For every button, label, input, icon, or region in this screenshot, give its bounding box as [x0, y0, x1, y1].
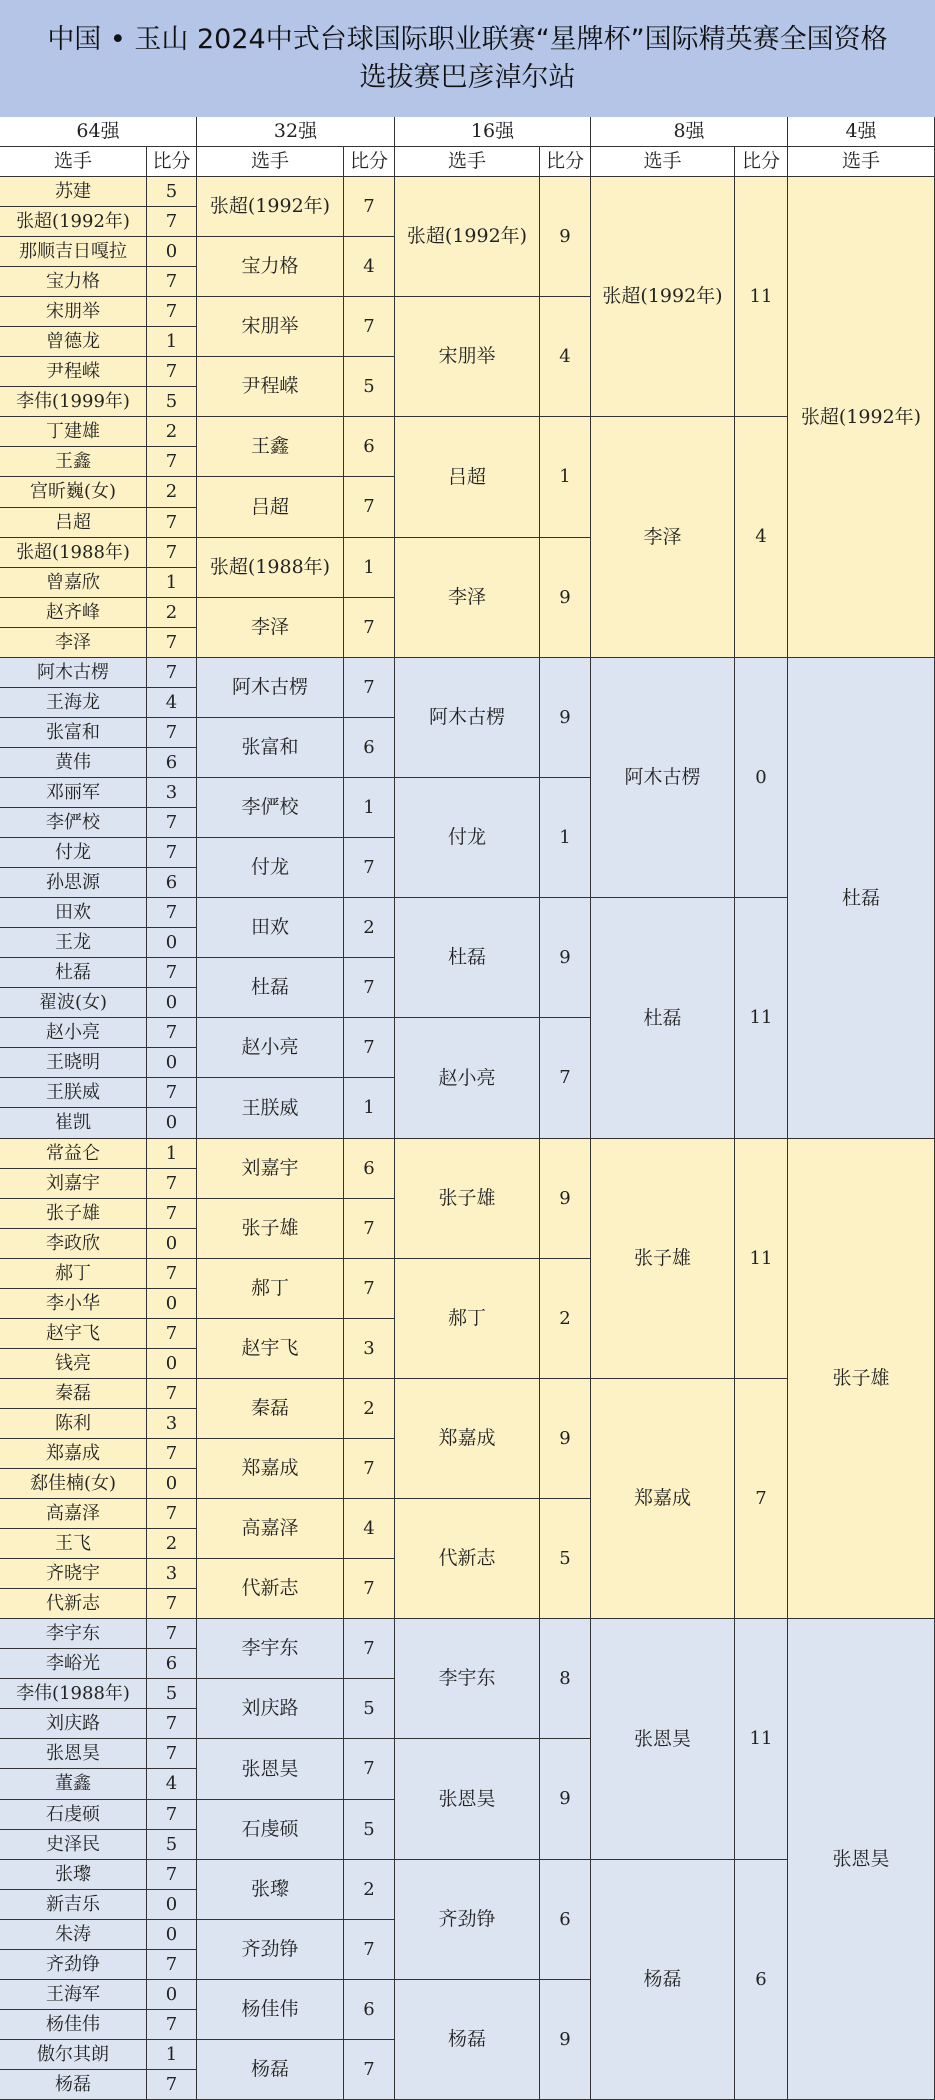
r32-score: 5 [344, 1800, 395, 1860]
r64-player: 张富和 [0, 718, 147, 748]
r64-score: 7 [147, 898, 197, 928]
r64-score: 0 [147, 1469, 197, 1499]
r64-score: 7 [147, 1950, 197, 1980]
r64-score: 7 [147, 447, 197, 477]
r64-player: 新吉乐 [0, 1890, 147, 1920]
r64-score: 4 [147, 1769, 197, 1800]
r4-player: 杜磊 [788, 658, 935, 1139]
r16-player: 吕超 [395, 417, 540, 538]
r64-score: 0 [147, 1920, 197, 1950]
r64-player: 邓丽军 [0, 778, 147, 808]
r8-score: 11 [735, 177, 788, 417]
r8-player: 张超(1992年) [591, 177, 735, 417]
r64-score: 7 [147, 357, 197, 387]
r64-score: 6 [147, 1649, 197, 1679]
r32-score: 7 [344, 1739, 395, 1800]
player-column-header: 选手 [591, 147, 735, 177]
r64-score: 6 [147, 748, 197, 778]
r8-player: 杨磊 [591, 1860, 735, 2100]
r16-player: 齐劲铮 [395, 1860, 540, 1980]
r64-player: 宫昕巍(女) [0, 477, 147, 508]
r64-player: 尹程嵘 [0, 357, 147, 387]
r64-player: 李政欣 [0, 1229, 147, 1259]
r32-player: 刘庆路 [197, 1679, 344, 1739]
r16-player: 代新志 [395, 1499, 540, 1619]
r32-score: 6 [344, 1139, 395, 1199]
round-header: 64强 [0, 117, 197, 147]
r4-player: 张恩昊 [788, 1619, 935, 2100]
r32-player: 付龙 [197, 838, 344, 898]
score-column-header: 比分 [147, 147, 197, 177]
r16-score: 9 [540, 1139, 591, 1259]
r64-score: 0 [147, 928, 197, 958]
player-column-header: 选手 [788, 147, 935, 177]
r16-score: 1 [540, 778, 591, 898]
bracket-table [0, 117, 935, 2100]
r8-player: 张子雄 [591, 1139, 735, 1379]
r64-player: 王海军 [0, 1980, 147, 2010]
r64-score: 3 [147, 1559, 197, 1589]
r32-score: 2 [344, 1860, 395, 1920]
r64-score: 7 [147, 1018, 197, 1048]
r32-score: 7 [344, 177, 395, 237]
r32-score: 2 [344, 1379, 395, 1439]
r32-player: 张子雄 [197, 1199, 344, 1259]
r32-player: 齐劲铮 [197, 1920, 344, 1980]
r32-score: 7 [344, 1559, 395, 1619]
r16-player: 李泽 [395, 538, 540, 658]
r8-player: 杜磊 [591, 898, 735, 1139]
r64-player: 宋朋举 [0, 297, 147, 327]
r32-score: 7 [344, 658, 395, 718]
r64-score: 7 [147, 838, 197, 868]
r64-score: 3 [147, 778, 197, 808]
r64-player: 杨磊 [0, 2070, 147, 2100]
r16-score: 5 [540, 1499, 591, 1619]
r32-player: 石虔硕 [197, 1800, 344, 1860]
round-header: 16强 [395, 117, 591, 147]
r32-score: 2 [344, 898, 395, 958]
r64-player: 董鑫 [0, 1769, 147, 1800]
r32-score: 1 [344, 778, 395, 838]
r64-score: 2 [147, 417, 197, 447]
round-header: 4强 [788, 117, 935, 147]
r64-player: 齐晓宇 [0, 1559, 147, 1589]
r64-score: 7 [147, 1739, 197, 1769]
r64-score: 0 [147, 1349, 197, 1379]
r64-player: 高嘉泽 [0, 1499, 147, 1529]
r64-player: 黄伟 [0, 748, 147, 778]
r64-score: 7 [147, 718, 197, 748]
r64-player: 齐劲铮 [0, 1950, 147, 1980]
r64-score: 1 [147, 568, 197, 598]
r8-player: 郑嘉成 [591, 1379, 735, 1619]
r64-player: 李俨校 [0, 808, 147, 838]
r32-player: 张富和 [197, 718, 344, 778]
r16-player: 郑嘉成 [395, 1379, 540, 1499]
r64-player: 那顺吉日嘎拉 [0, 237, 147, 267]
r64-score: 2 [147, 477, 197, 508]
r64-player: 赵宇飞 [0, 1319, 147, 1349]
r32-player: 李泽 [197, 598, 344, 658]
r64-score: 7 [147, 1199, 197, 1229]
r32-score: 7 [344, 958, 395, 1018]
r64-player: 宝力格 [0, 267, 147, 297]
r64-score: 2 [147, 598, 197, 628]
r64-player: 曾嘉欣 [0, 568, 147, 598]
r64-player: 石虔硕 [0, 1800, 147, 1830]
r64-player: 王海龙 [0, 688, 147, 718]
r8-player: 张恩昊 [591, 1619, 735, 1860]
r64-player: 田欢 [0, 898, 147, 928]
r16-player: 赵小亮 [395, 1018, 540, 1139]
r16-player: 李宇东 [395, 1619, 540, 1739]
r32-score: 1 [344, 1078, 395, 1139]
r64-score: 7 [147, 808, 197, 838]
r64-score: 3 [147, 1409, 197, 1439]
r16-player: 郝丁 [395, 1259, 540, 1379]
r32-player: 宋朋举 [197, 297, 344, 357]
r16-score: 9 [540, 1739, 591, 1860]
r16-score: 9 [540, 1980, 591, 2100]
r32-score: 7 [344, 1199, 395, 1259]
r32-player: 李宇东 [197, 1619, 344, 1679]
r64-player: 赵小亮 [0, 1018, 147, 1048]
r64-player: 王朕威 [0, 1078, 147, 1108]
score-column-header: 比分 [540, 147, 591, 177]
r64-score: 7 [147, 1499, 197, 1529]
r8-score: 7 [735, 1379, 788, 1619]
score-column-header: 比分 [735, 147, 788, 177]
r32-score: 5 [344, 357, 395, 417]
r64-player: 李峪光 [0, 1649, 147, 1679]
r64-score: 0 [147, 1048, 197, 1078]
page-title [0, 0, 935, 117]
r64-score: 5 [147, 387, 197, 417]
r64-player: 阿木古楞 [0, 658, 147, 688]
r64-score: 4 [147, 688, 197, 718]
r16-score: 9 [540, 177, 591, 297]
r32-player: 王朕威 [197, 1078, 344, 1139]
r32-player: 宝力格 [197, 237, 344, 297]
r64-player: 李伟(1999年) [0, 387, 147, 417]
r16-player: 张子雄 [395, 1139, 540, 1259]
r64-player: 张瓈 [0, 1860, 147, 1890]
r32-player: 王鑫 [197, 417, 344, 477]
r32-score: 6 [344, 417, 395, 477]
r32-player: 代新志 [197, 1559, 344, 1619]
r64-player: 王晓明 [0, 1048, 147, 1078]
r64-player: 常益仑 [0, 1139, 147, 1169]
r64-score: 7 [147, 207, 197, 237]
r32-score: 7 [344, 1920, 395, 1980]
r8-player: 阿木古楞 [591, 658, 735, 898]
r4-player: 张子雄 [788, 1139, 935, 1619]
r64-player: 钱亮 [0, 1349, 147, 1379]
r32-score: 7 [344, 477, 395, 538]
player-column-header: 选手 [0, 147, 147, 177]
r16-score: 9 [540, 538, 591, 658]
r64-score: 1 [147, 327, 197, 357]
r64-score: 0 [147, 988, 197, 1018]
r32-player: 张超(1992年) [197, 177, 344, 237]
r64-player: 李泽 [0, 628, 147, 658]
r64-score: 7 [147, 1619, 197, 1649]
r32-score: 7 [344, 1619, 395, 1679]
r64-score: 5 [147, 177, 197, 207]
r64-score: 5 [147, 1679, 197, 1709]
r64-score: 0 [147, 1980, 197, 2010]
r64-score: 7 [147, 1319, 197, 1349]
r64-player: 吕超 [0, 508, 147, 538]
r64-score: 1 [147, 1139, 197, 1169]
r32-player: 张超(1988年) [197, 538, 344, 598]
r64-score: 7 [147, 1078, 197, 1108]
r64-player: 杜磊 [0, 958, 147, 988]
r64-player: 杨佳伟 [0, 2010, 147, 2040]
r64-player: 刘庆路 [0, 1709, 147, 1739]
r32-player: 秦磊 [197, 1379, 344, 1439]
r64-player: 刘嘉宇 [0, 1169, 147, 1199]
r64-score: 7 [147, 2010, 197, 2040]
r64-score: 0 [147, 1229, 197, 1259]
r64-player: 傲尔其朗 [0, 2040, 147, 2070]
r32-score: 4 [344, 1499, 395, 1559]
r64-player: 张超(1992年) [0, 207, 147, 237]
r64-score: 7 [147, 1379, 197, 1409]
r16-score: 7 [540, 1018, 591, 1139]
r64-player: 孙思源 [0, 868, 147, 898]
r64-player: 秦磊 [0, 1379, 147, 1409]
r16-score: 1 [540, 417, 591, 538]
r64-score: 7 [147, 1589, 197, 1619]
r32-player: 杨佳伟 [197, 1980, 344, 2040]
r16-player: 阿木古楞 [395, 658, 540, 778]
r64-player: 丁建雄 [0, 417, 147, 447]
r8-score: 6 [735, 1860, 788, 2100]
r16-score: 9 [540, 898, 591, 1018]
r32-score: 7 [344, 1018, 395, 1078]
r16-score: 8 [540, 1619, 591, 1739]
r64-player: 郝丁 [0, 1259, 147, 1289]
r64-player: 张恩昊 [0, 1739, 147, 1769]
r32-score: 6 [344, 718, 395, 778]
r64-player: 郑嘉成 [0, 1439, 147, 1469]
r64-player: 李小华 [0, 1289, 147, 1319]
r32-score: 7 [344, 1259, 395, 1319]
player-column-header: 选手 [395, 147, 540, 177]
r32-player: 赵宇飞 [197, 1319, 344, 1379]
r64-score: 7 [147, 297, 197, 327]
r64-player: 郄佳楠(女) [0, 1469, 147, 1499]
r64-player: 王龙 [0, 928, 147, 958]
r64-player: 陈利 [0, 1409, 147, 1439]
r16-player: 张恩昊 [395, 1739, 540, 1860]
r64-player: 王飞 [0, 1529, 147, 1559]
r64-score: 7 [147, 538, 197, 568]
r32-score: 7 [344, 598, 395, 658]
r32-player: 杜磊 [197, 958, 344, 1018]
r64-score: 7 [147, 1169, 197, 1199]
r32-player: 高嘉泽 [197, 1499, 344, 1559]
r64-score: 7 [147, 658, 197, 688]
r64-player: 苏建 [0, 177, 147, 207]
r64-score: 7 [147, 508, 197, 538]
r16-score: 6 [540, 1860, 591, 1980]
r64-score: 7 [147, 1800, 197, 1830]
r32-score: 4 [344, 237, 395, 297]
r64-player: 崔凯 [0, 1108, 147, 1139]
r64-score: 7 [147, 1439, 197, 1469]
r32-score: 5 [344, 1679, 395, 1739]
r64-player: 王鑫 [0, 447, 147, 477]
r32-player: 郝丁 [197, 1259, 344, 1319]
r64-player: 赵齐峰 [0, 598, 147, 628]
r32-player: 尹程嵘 [197, 357, 344, 417]
r64-player: 付龙 [0, 838, 147, 868]
r64-score: 0 [147, 237, 197, 267]
r64-score: 0 [147, 1108, 197, 1139]
r8-score: 0 [735, 658, 788, 898]
r32-player: 田欢 [197, 898, 344, 958]
r64-score: 7 [147, 2070, 197, 2100]
r64-score: 7 [147, 1709, 197, 1739]
r16-score: 2 [540, 1259, 591, 1379]
r8-score: 4 [735, 417, 788, 658]
r4-player: 张超(1992年) [788, 177, 935, 658]
r64-score: 6 [147, 868, 197, 898]
r16-player: 杜磊 [395, 898, 540, 1018]
r8-score: 11 [735, 1619, 788, 1860]
r64-score: 2 [147, 1529, 197, 1559]
r32-score: 7 [344, 2040, 395, 2100]
r16-score: 9 [540, 1379, 591, 1499]
round-header: 32强 [197, 117, 395, 147]
title-line-2: 选拔赛巴彦淖尔站 [359, 61, 576, 93]
r32-player: 刘嘉宇 [197, 1139, 344, 1199]
r32-player: 郑嘉成 [197, 1439, 344, 1499]
r64-score: 0 [147, 1890, 197, 1920]
r32-player: 吕超 [197, 477, 344, 538]
r8-player: 李泽 [591, 417, 735, 658]
score-column-header: 比分 [344, 147, 395, 177]
r32-player: 赵小亮 [197, 1018, 344, 1078]
r16-score: 9 [540, 658, 591, 778]
r32-score: 7 [344, 838, 395, 898]
r64-player: 张超(1988年) [0, 538, 147, 568]
r64-score: 7 [147, 1860, 197, 1890]
r16-player: 宋朋举 [395, 297, 540, 417]
r64-score: 7 [147, 958, 197, 988]
r16-player: 张超(1992年) [395, 177, 540, 297]
r32-score: 7 [344, 1439, 395, 1499]
r32-player: 张瓈 [197, 1860, 344, 1920]
r32-score: 3 [344, 1319, 395, 1379]
r8-score: 11 [735, 898, 788, 1139]
r16-score: 4 [540, 297, 591, 417]
r16-player: 付龙 [395, 778, 540, 898]
r64-player: 史泽民 [0, 1830, 147, 1860]
r64-score: 7 [147, 267, 197, 297]
r64-score: 7 [147, 1259, 197, 1289]
r32-player: 杨磊 [197, 2040, 344, 2100]
r64-player: 张子雄 [0, 1199, 147, 1229]
r64-player: 曾德龙 [0, 327, 147, 357]
r32-score: 7 [344, 297, 395, 357]
r64-player: 代新志 [0, 1589, 147, 1619]
r32-score: 6 [344, 1980, 395, 2040]
r64-score: 1 [147, 2040, 197, 2070]
r32-player: 阿木古楞 [197, 658, 344, 718]
r64-player: 翟波(女) [0, 988, 147, 1018]
r64-player: 李宇东 [0, 1619, 147, 1649]
title-line-1: 中国 • 玉山 2024中式台球国际职业联赛“星牌杯”国际精英赛全国资格 [47, 23, 888, 55]
r64-score: 7 [147, 628, 197, 658]
r64-player: 朱涛 [0, 1920, 147, 1950]
r16-player: 杨磊 [395, 1980, 540, 2100]
r64-score: 5 [147, 1830, 197, 1860]
r32-score: 1 [344, 538, 395, 598]
r32-player: 张恩昊 [197, 1739, 344, 1800]
r64-player: 李伟(1988年) [0, 1679, 147, 1709]
r64-score: 0 [147, 1289, 197, 1319]
player-column-header: 选手 [197, 147, 344, 177]
r8-score: 11 [735, 1139, 788, 1379]
round-header: 8强 [591, 117, 788, 147]
r32-player: 李俨校 [197, 778, 344, 838]
